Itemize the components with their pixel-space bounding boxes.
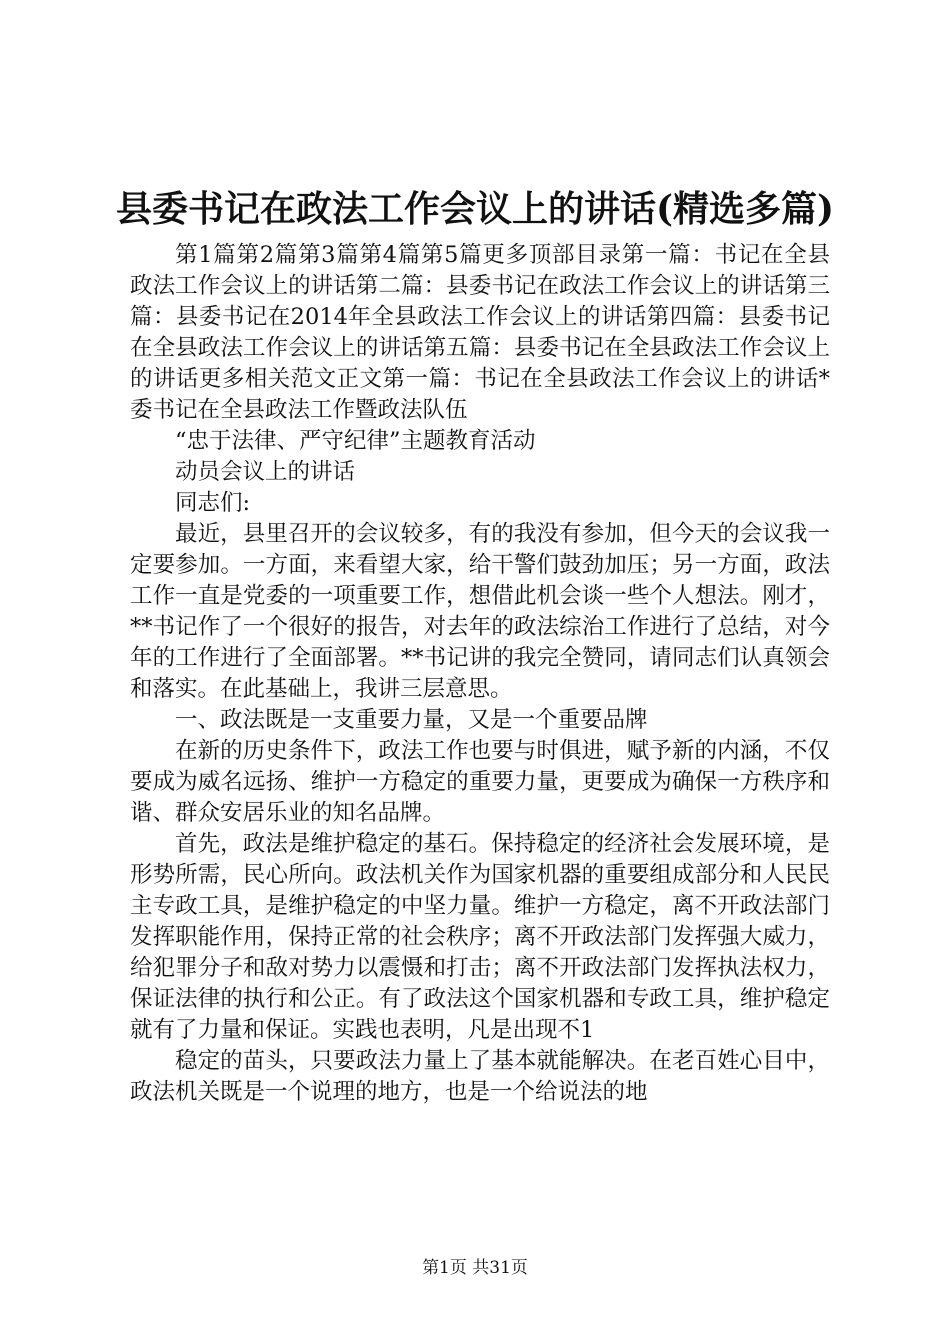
paragraph-activity-title: “忠于法律、严守纪律”主题教育活动 <box>175 428 536 454</box>
paragraph-first-point: 首先，政法是维护稳定的基石。保持稳定的经济社会发展环境，是形势所需，民心所向。政法机关作为国家机器的重要组成部分和人民民主专政工具，是维护稳定的中坚力量。维护一方稳定，离不开政法部门发挥职能作用，保持正常的社会秩序；离不开政法部门发挥强大威力，给犯罪分子和敌对势力以震慑和打击；离不开政法部门发挥执法权力，保证法律的执行和公正。有了政法这个国家机器和专政工具，维护稳定就有了力量和保证。实践也表明，凡是出现不1 <box>130 831 830 1043</box>
document-title: 县委书记在政法工作会议上的讲话(精选多篇) <box>115 188 835 230</box>
paragraph-continuation: 稳定的苗头，只要政法力量上了基本就能解决。在老百姓心目中，政法机关既是一个说理的地方，也是一个给说法的地 <box>130 1048 830 1105</box>
section-heading-1: 一、政法既是一支重要力量，又是一个重要品牌 <box>175 707 648 733</box>
paragraph-section-intro: 在新的历史条件下，政法工作也要与时俱进，赋予新的内涵，不仅要成为威名远扬、维护一方稳定的重要力量，更要成为确保一方秩序和谐、群众安居乐业的知名品牌。 <box>130 738 830 826</box>
page-footer: 第1页 共31页 <box>422 1258 528 1278</box>
paragraph-opening: 最近，县里召开的会议较多，有的我没有参加，但今天的会议我一定要参加。一方面，来看望大家，给干警们鼓劲加压；另一方面，政法工作一直是党委的一项重要工作，想借此机会谈一些个人想法。刚才，**书记作了一个很好的报告，对去年的政法综治工作进行了总结，对今年的工作进行了全面部署。**书记讲的我完全赞同，请同志们认真领会和落实。在此基础上，我讲三层意思。 <box>130 521 830 702</box>
paragraph-meeting-title: 动员会议上的讲话 <box>175 459 356 485</box>
paragraph-greeting: 同志们: <box>175 490 251 516</box>
document-body <box>130 240 830 1108</box>
paragraph-table-of-contents: 第1篇第2篇第3篇第4篇第5篇更多顶部目录第一篇：书记在全县政法工作会议上的讲话第二篇：县委书记在政法工作会议上的讲话第三篇：县委书记在2014年全县政法工作会议上的讲话第四篇：县委书记在全县政法工作会议上的讲话第五篇：县委书记在全县政法工作会议上的讲话更多相关范文正文第一篇：书记在全县政法工作会议上的讲话*委书记在全县政法工作暨政法队伍 <box>130 242 830 423</box>
